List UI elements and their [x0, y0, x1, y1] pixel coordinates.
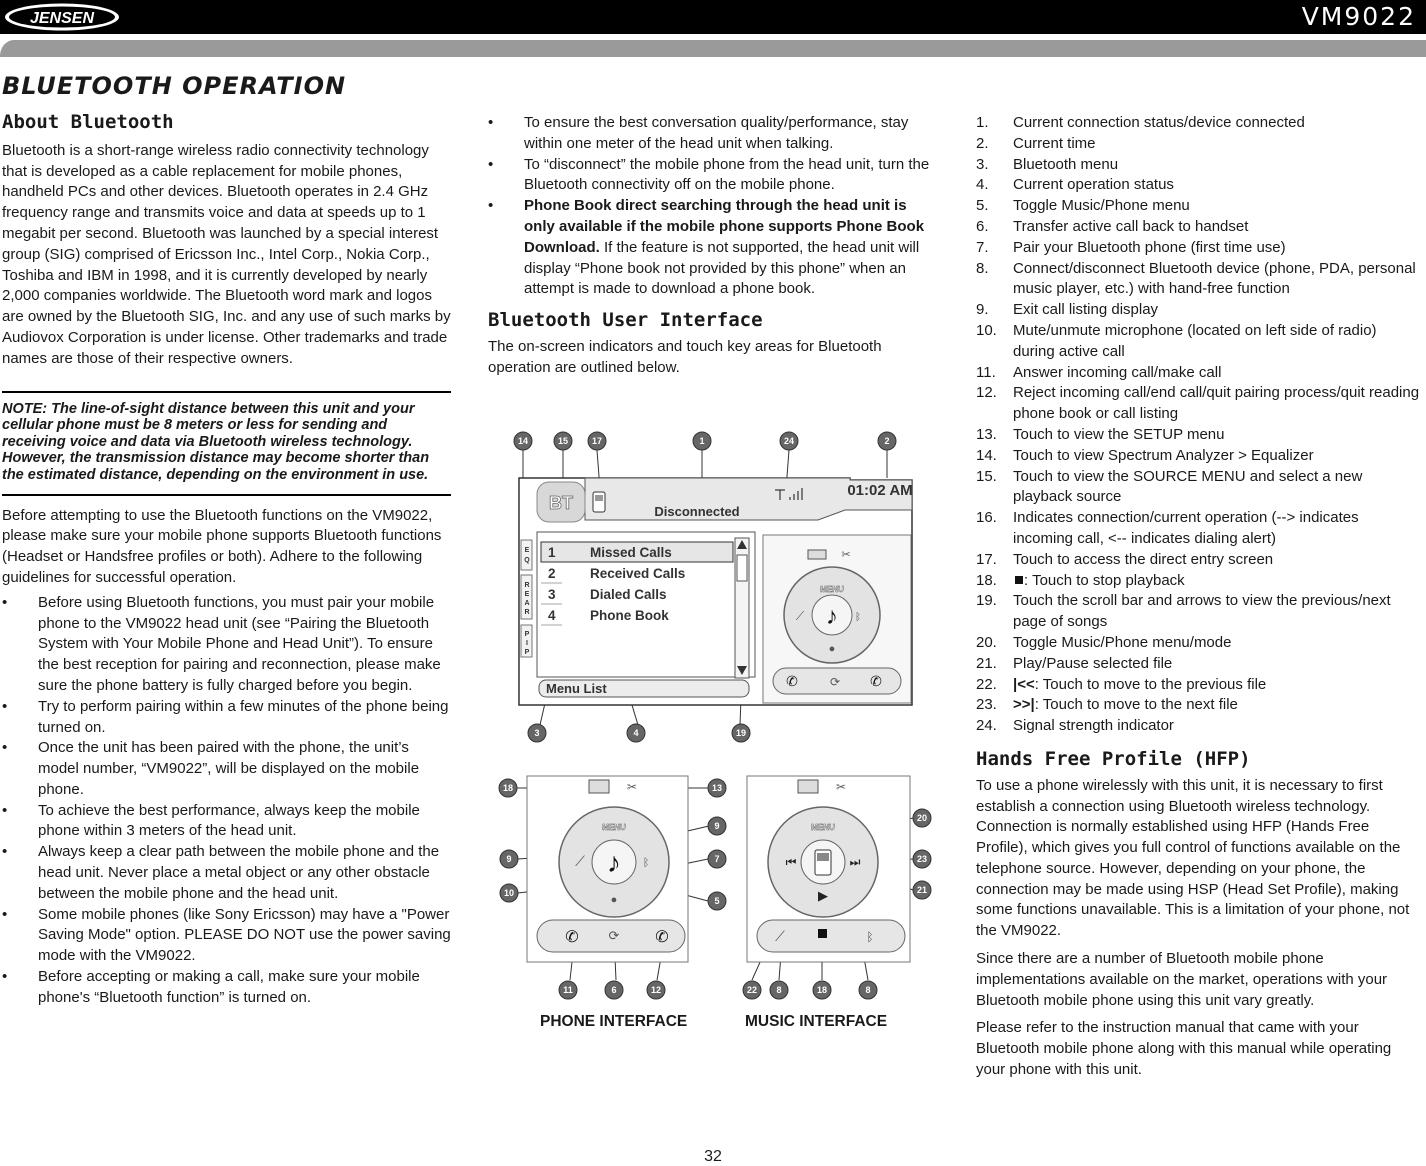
legend-item: 2. Current time	[976, 134, 1096, 152]
transfer-call-icon[interactable]: ⟳	[829, 675, 841, 689]
legend-item: 5. Toggle Music/Phone menu	[976, 197, 1190, 215]
microphone-icon[interactable]: ●	[828, 643, 836, 655]
guideline-list	[2, 593, 451, 1009]
legend-item: 21. Play/Pause selected file	[976, 654, 1173, 672]
next-file-icon[interactable]: ⏭	[849, 855, 861, 869]
note-text: NOTE: The line-of-sight distance between this unit and your cellular phone must be 8 meters or less for sending and receiving voice and data via Bluetooth wireless technology. However, the transmission distance may become shorter than the estimated distance, depending on the environment in use.	[2, 400, 430, 483]
pair-icon[interactable]: ⟋	[795, 609, 805, 623]
legend-item: 13. Touch to view the SETUP menu	[976, 425, 1225, 443]
menu-item-number: 4	[548, 608, 556, 623]
brand-text: JENSEN	[29, 10, 95, 27]
callout-20: 20	[916, 813, 928, 823]
model-number: VM9022	[1301, 2, 1416, 31]
bluetooth-connect-icon[interactable]: ᛒ	[866, 930, 874, 944]
callout-18: 18	[816, 985, 828, 995]
menu-list-title: Menu List	[546, 681, 607, 696]
list-item: • To “disconnect” the mobile phone from the head unit, turn the Bluetooth connectivity off on the mobile phone.	[488, 155, 930, 194]
callout-8: 8	[776, 985, 782, 995]
list-item: • To ensure the best conversation quality/performance, stay within one meter of the head unit when talking.	[488, 114, 909, 152]
keypad-button[interactable]	[798, 780, 818, 793]
svg-text:R: R	[524, 609, 530, 616]
callout-17: 17	[591, 436, 603, 446]
legend-item: 6. Transfer active call back to handset	[976, 217, 1249, 235]
legend-item: 24. Signal strength indicator	[976, 717, 1174, 735]
previous-file-icon[interactable]: ⏮	[785, 855, 797, 869]
legend-item: 4. Current operation status	[976, 176, 1174, 194]
legend-item: 20. Toggle Music/Phone menu/mode	[976, 633, 1232, 651]
legend-item: 19. Touch the scroll bar and arrows to view the previous/next page of songs	[976, 592, 1391, 631]
phone-interface-label: PHONE INTERFACE	[540, 1013, 688, 1030]
ui-heading: Bluetooth User Interface	[488, 309, 763, 332]
menu-item-number: 3	[548, 587, 556, 602]
menu-item-dialed-calls[interactable]: Dialed Calls	[590, 587, 667, 602]
legend-item: 9. Exit call listing display	[976, 301, 1159, 319]
callout-10: 10	[503, 888, 515, 898]
page-number: 32	[704, 1148, 722, 1165]
music-interface-label: MUSIC INTERFACE	[745, 1013, 888, 1030]
jensen-logo	[3, 2, 121, 32]
svg-text:E: E	[524, 547, 530, 554]
middle-column	[488, 113, 938, 379]
about-heading: About Bluetooth	[2, 111, 174, 133]
callout-5: 5	[714, 896, 720, 906]
callout-1: 1	[699, 436, 705, 446]
page-title: BLUETOOTH OPERATION	[2, 72, 347, 100]
middle-list	[488, 113, 938, 300]
stop-icon	[1015, 576, 1023, 584]
clock-display: 01:02 AM	[847, 482, 913, 499]
legend-item: 8. Connect/disconnect Bluetooth device (phone, PDA, personal music player, etc.) with hand-free function	[976, 259, 1416, 298]
header-rule	[0, 40, 1426, 57]
legend-item: 16. Indicates connection/current operation (--> indicates incoming call, <-- indicates dialing alert)	[976, 509, 1359, 547]
callout-3: 3	[534, 728, 540, 738]
callout-11: 11	[563, 985, 573, 995]
before-paragraph: Before attempting to use the Bluetooth functions on the VM9022, please make sure your mobile phone supports Bluetooth functions (Headset or Handsfree profiles or both). Adhere to the following guidelines for successful operation.	[2, 506, 442, 586]
legend-item: 11. Answer incoming call/make call	[976, 363, 1222, 381]
list-item: • Once the unit has been paired with the phone, the unit’s model number, “VM9022”, will be displayed on the mobile phone.	[2, 739, 420, 798]
microphone-icon[interactable]: ●	[610, 894, 618, 906]
svg-text:E: E	[524, 591, 530, 598]
bt-logo: BT	[549, 493, 573, 513]
menu-item-number: 1	[548, 545, 556, 560]
connection-status: Disconnected	[654, 504, 740, 519]
callout-7: 7	[714, 854, 720, 864]
tools-icon[interactable]: ✂	[841, 549, 851, 561]
legend-item: 1. Current connection status/device connected	[976, 114, 1305, 131]
legend-item: 3. Bluetooth menu	[976, 155, 1119, 173]
right-column	[976, 113, 1422, 1081]
ui-intro: The on-screen indicators and touch key areas for Bluetooth operation are outlined below.	[488, 337, 882, 376]
callout-9: 9	[714, 821, 720, 831]
callout-24: 24	[783, 436, 795, 446]
tools-icon[interactable]: ✂	[835, 780, 847, 794]
callout-9: 9	[506, 854, 512, 864]
end-call-icon[interactable]: ✆	[655, 929, 669, 946]
hfp-paragraph: To use a phone wirelessly with this unit, it is necessary to first establish a connection using Bluetooth wireless technology. Connection is normally established using HFP (Hands Free Profile), which gives you full control of functions available on the telephone source. However, depending on your phone, the connection may be made using HSP (Head Set Profile), making some functions unavailable. This is a limitation of your phone, not the VM9022.	[976, 776, 1410, 940]
legend-list	[976, 113, 1422, 737]
svg-text:P: P	[524, 631, 530, 638]
pair-icon[interactable]: ⟋	[775, 928, 785, 944]
svg-text:Q: Q	[524, 557, 530, 564]
note-box	[2, 391, 451, 496]
menu-item-number: 2	[548, 566, 556, 581]
callout-2: 2	[884, 436, 890, 446]
legend-item: 23. >>|: Touch to move to the next file	[976, 696, 1238, 714]
hfp-paragraph: Please refer to the instruction manual that came with your Bluetooth mobile phone along with this manual while operating your phone with this unit.	[976, 1019, 1392, 1079]
end-call-icon[interactable]: ✆	[870, 673, 882, 689]
callout-21: 21	[916, 885, 928, 895]
hfp-heading: Hands Free Profile (HFP)	[976, 747, 1251, 770]
hfp-paragraph: Since there are a number of Bluetooth mobile phone implementations available on the market, operations with your Bluetooth mobile phone using this unit vary greatly.	[976, 950, 1388, 1009]
legend-item: 7. Pair your Bluetooth phone (first time use)	[976, 238, 1286, 256]
menu-key[interactable]: MENU	[811, 823, 835, 832]
svg-text:R: R	[524, 582, 530, 589]
legend-item: 22. |<<: Touch to move to the previous file	[976, 675, 1267, 693]
keypad-button[interactable]	[808, 550, 826, 559]
callout-15: 15	[557, 436, 569, 446]
tools-icon[interactable]: ✂	[626, 780, 638, 794]
play-pause-icon[interactable]: ▶	[818, 888, 828, 903]
menu-key[interactable]: MENU	[602, 823, 626, 832]
callout-13: 13	[711, 783, 723, 793]
svg-text:I: I	[526, 640, 528, 647]
menu-item-phone-book[interactable]: Phone Book	[590, 608, 669, 623]
answer-call-icon[interactable]: ✆	[786, 673, 798, 689]
music-interface-diagram	[735, 770, 935, 1005]
svg-text:P: P	[524, 649, 530, 656]
legend-item: 18. : Touch to stop playback	[976, 571, 1185, 589]
list-item: • Before using Bluetooth functions, you must pair your mobile phone to the VM9022 head unit (see “Pairing the Bluetooth System with Your Mobile Phone and Head Unit”). To ensure the best reception for pairing and reconnection, please make sure the phone battery is fully charged before you begin.	[2, 593, 441, 694]
callout-6: 6	[611, 985, 617, 995]
legend-item: 10. Mute/unmute microphone (located on left side of radio) during active call	[976, 321, 1377, 360]
phone-interface-diagram	[490, 770, 730, 1005]
list-item: • Phone Book direct searching through the head unit is only available if the mobile phone supports Phone Book Download. If the feature is not supported, the head unit will display “Phone book not provided by this phone” when an attempt is made to download a phone book.	[488, 197, 925, 298]
callout-18: 18	[502, 783, 514, 793]
list-item: • Before accepting or making a call, make sure your mobile phone's “Bluetooth function” is turned on.	[2, 968, 420, 1006]
legend-item: 14. Touch to view Spectrum Analyzer > Equalizer	[976, 446, 1314, 464]
callout-4: 4	[633, 728, 639, 738]
bluetooth-screen-diagram	[505, 425, 925, 750]
list-item: • To achieve the best performance, always keep the mobile phone within 3 meters of the head unit.	[2, 801, 420, 840]
stop-icon[interactable]	[818, 929, 827, 938]
answer-call-icon[interactable]: ✆	[565, 929, 579, 946]
about-intro: Bluetooth is a short-range wireless radio connectivity technology that is developed as a cable replacement for mobile phones, handheld PCs and other devices. Bluetooth operates in 2.4 GHz frequency range and transmits voice and data at speeds up to 1 megabit per second. Bluetooth was launched by a special interest group (SIG) comprised of Ericsson Inc., Intel Corp., Nokia Corp., Toshiba and IBM in 1998, and it is currently developed by nearly 2,000 companies worldwide. The Bluetooth word mark and logos are owned by the Bluetooth SIG, Inc. and any use of such marks by Audiovox Corporation is under license. Other trademarks and trade names are those of their respective owners.	[2, 141, 451, 367]
legend-item: 15. Touch to view the SOURCE MENU and select a new playback source	[976, 467, 1363, 506]
callout-23: 23	[916, 854, 928, 864]
bluetooth-connect-icon[interactable]: ᛒ	[855, 612, 861, 623]
legend-item: 12. Reject incoming call/end call/quit pairing process/quit reading phone book or call listing	[976, 384, 1420, 423]
list-item: • Try to perform pairing within a few minutes of the phone being turned on.	[2, 697, 449, 736]
list-item: • Always keep a clear path between the mobile phone and the head unit. Never place a metal object or any other obstacle between the mobile phone and the head unit.	[2, 843, 440, 902]
menu-item-missed-calls[interactable]: Missed Calls	[590, 545, 672, 560]
svg-text:A: A	[524, 600, 530, 607]
callout-8: 8	[865, 985, 871, 995]
pair-icon[interactable]: ⟋	[575, 853, 585, 869]
bluetooth-connect-icon[interactable]: ᛒ	[642, 857, 650, 869]
callout-19: 19	[735, 728, 747, 738]
callout-14: 14	[517, 436, 529, 446]
menu-key[interactable]: MENU	[820, 585, 844, 594]
music-toggle-icon[interactable]: ♪	[607, 847, 621, 878]
list-item: • Some mobile phones (like Sony Ericsson) may have a "Power Saving Mode" option. PLEASE DO NOT use the power saving mode with the VM9022.	[2, 905, 451, 965]
keypad-button[interactable]	[589, 780, 609, 793]
callout-22: 22	[746, 985, 758, 995]
menu-item-received-calls[interactable]: Received Calls	[590, 566, 686, 581]
legend-item: 17. Touch to access the direct entry screen	[976, 550, 1274, 568]
left-column	[2, 112, 451, 1009]
header-bar	[0, 0, 1426, 34]
music-toggle-icon[interactable]: ♪	[826, 603, 838, 630]
callout-12: 12	[650, 985, 662, 995]
transfer-call-icon[interactable]: ⟳	[608, 928, 620, 943]
